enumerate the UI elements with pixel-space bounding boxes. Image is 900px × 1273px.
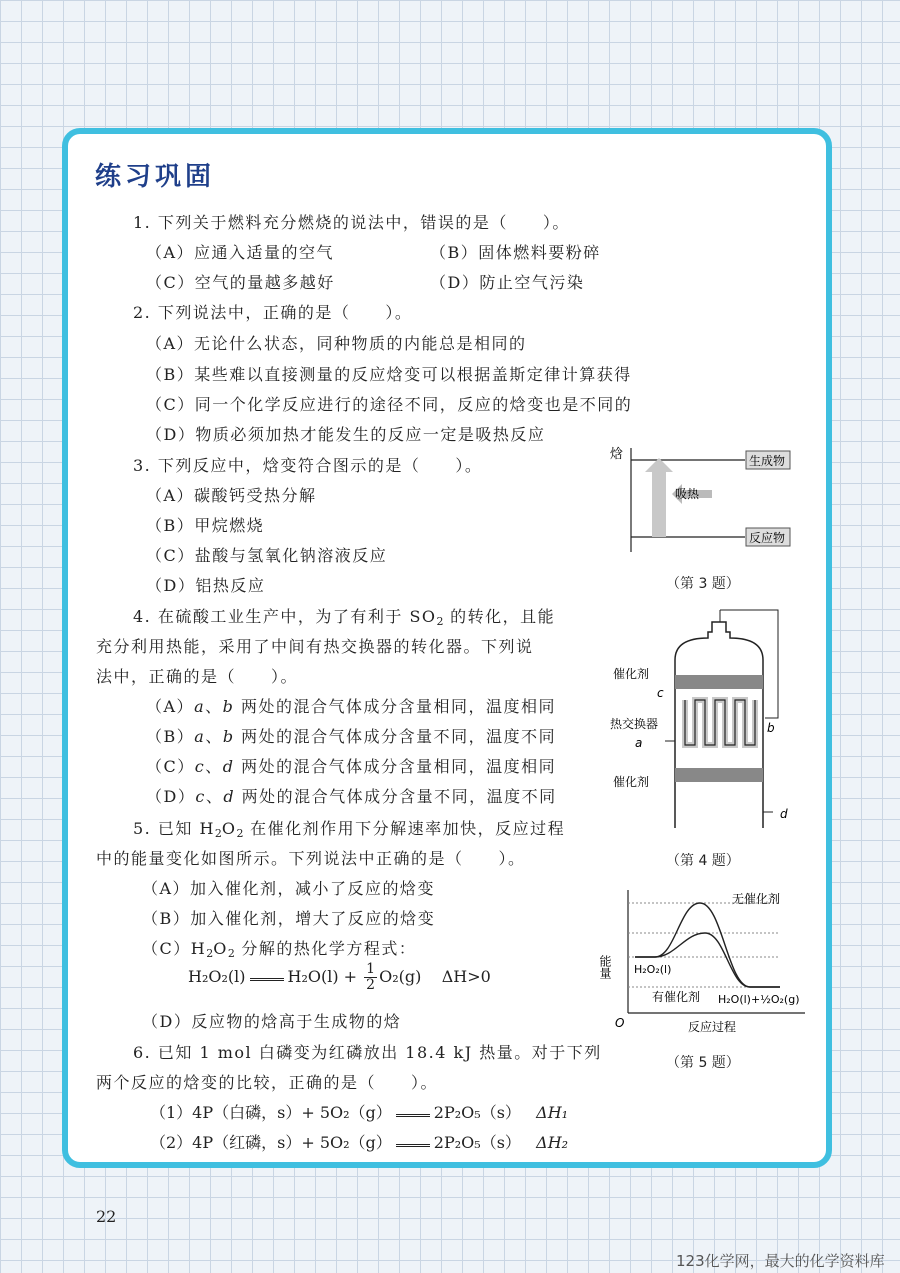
- fig5-catalyzed-curve: [635, 933, 780, 987]
- q2-option-d: （D）物质必须加热才能发生的反应一定是吸热反应: [146, 425, 546, 444]
- q3-stem: 3. 下列反应中，焓变符合图示的是（ ）。: [133, 456, 483, 475]
- footer-watermark: 123化学网，最大的化学资料库: [676, 1252, 885, 1270]
- fig3-arrow-label: 吸热: [675, 487, 700, 501]
- q5-option-b: （B）加入催化剂，增大了反应的焓变: [142, 909, 436, 928]
- q5-option-d: （D）反应物的焓高于生成物的焓: [142, 1012, 402, 1031]
- q1-stem: 1. 下列关于燃料充分燃烧的说法中，错误的是（ ）。: [133, 213, 570, 232]
- q4-option-d: （D）c、d 两处的混合气体成分含量不同，温度不同: [146, 787, 557, 806]
- fig3-enthalpy-arrow: [645, 458, 673, 537]
- q2-stem: 2. 下列说法中，正确的是（ ）。: [133, 303, 413, 322]
- q5-stem-line2: 中的能量变化如图所示。下列说法中正确的是（ ）。: [96, 849, 526, 868]
- fig4-catalyst-bed-top: [675, 675, 763, 689]
- fig5-caption: （第 5 题）: [666, 1055, 740, 1071]
- fig5-y-label: 能量: [598, 955, 612, 979]
- q5-option-a: （A）加入催化剂，减小了反应的焓变: [142, 879, 436, 898]
- fig3-product-label: 生成物: [749, 454, 786, 468]
- fig4-catalyst-top-label: 催化剂: [613, 667, 650, 681]
- q5-option-c: $(C)H_2O_2$ 分解的热化学方程式：: [142, 939, 417, 960]
- q4-stem-line3: 法中，正确的是（ ）。: [96, 667, 299, 686]
- fig4-point-d: d: [780, 807, 788, 821]
- fig3-reactant-label: 反应物: [749, 531, 786, 545]
- q5-equation: H₂O₂(l) H₂O(l) + $\frac{1}{2}$ O₂(g) ΔH>0: [188, 961, 491, 993]
- fig4-vessel: [675, 622, 763, 828]
- q2-option-a: （A）无论什么状态，同种物质的内能总是相同的: [146, 334, 527, 353]
- figure-3-enthalpy-diagram: [600, 440, 810, 565]
- q2-option-c: （C）同一个化学反应进行的途径不同，反应的焓变也是不同的: [146, 395, 633, 414]
- q3-option-c: （C）盐酸与氢氧化钠溶液反应: [146, 546, 388, 565]
- q4-option-c: （C）c、d 两处的混合气体成分含量相同，温度相同: [146, 757, 557, 776]
- q1-option-d: （D）防止空气污染: [430, 273, 585, 292]
- fig5-product-label: H₂O(l)+½O₂(g): [718, 993, 800, 1006]
- fig5-with-catalyst-label: 有催化剂: [652, 990, 701, 1004]
- q4-stem-line2: 充分利用热能，采用了中间有热交换器的转化器。下列说: [96, 637, 534, 656]
- q4-stem-line1: 4. 在硫酸工业生产中，为了有利于 $SO_2$ 的转化，且能: [133, 607, 556, 628]
- q6-stem-line1: 6. 已知 1 mol 白磷变为红磷放出 18.4 kJ 热量。对于下列: [133, 1043, 602, 1062]
- q3-option-a: （A）碳酸钙受热分解: [146, 486, 317, 505]
- fig4-recycle-pipe: [720, 610, 778, 718]
- fig5-x-label: 反应过程: [688, 1020, 737, 1034]
- section-title: 练习巩固: [95, 162, 216, 192]
- q6-reaction-1: （1）4P（白磷，s）+ 5O₂（g） 2P₂O₅（s） ΔH₁: [150, 1103, 569, 1122]
- q5-stem-line1: 5. 已知 $H_2O_2$ 在催化剂作用下分解速率加快，反应过程: [133, 819, 566, 840]
- q4-option-a: （A）a、b 两处的混合气体成分含量相同，温度相同: [146, 697, 556, 716]
- q1-option-c: （C）空气的量越多越好: [146, 273, 335, 292]
- q1-option-a: （A）应通入适量的空气: [146, 243, 335, 262]
- figure-5-energy-profile: [600, 885, 815, 1035]
- q4-option-b: （B）a、b 两处的混合气体成分含量不同，温度不同: [146, 727, 557, 746]
- fig3-y-label: 焓: [610, 447, 624, 462]
- fig4-heat-exchanger-label: 热交换器: [610, 717, 659, 731]
- q6-reaction-2: （2）4P（红磷，s）+ 5O₂（g） 2P₂O₅（s） ΔH₂: [150, 1133, 569, 1152]
- q1-option-b: （B）固体燃料要粉碎: [430, 243, 601, 262]
- q2-option-b: （B）某些难以直接测量的反应焓变可以根据盖斯定律计算获得: [146, 365, 632, 384]
- page-number: 22: [96, 1207, 117, 1226]
- q3-option-d: （D）铝热反应: [146, 576, 266, 595]
- fig4-heat-exchanger-tube: [685, 700, 755, 745]
- fig4-point-c: c: [657, 686, 664, 700]
- q6-stem-line2: 两个反应的焓变的比较，正确的是（ ）。: [96, 1073, 439, 1092]
- fig5-origin: O: [615, 1016, 625, 1030]
- fig4-catalyst-bed-bottom: [675, 768, 763, 782]
- q3-option-b: （B）甲烷燃烧: [146, 516, 265, 535]
- fig4-catalyst-bottom-label: 催化剂: [613, 775, 650, 789]
- fig3-caption: （第 3 题）: [666, 576, 740, 592]
- fig5-no-catalyst-label: 无催化剂: [732, 892, 781, 906]
- fig4-point-a: a: [635, 736, 643, 750]
- fig5-reactant-label: H₂O₂(l): [634, 963, 672, 976]
- fig4-point-b: b: [767, 721, 775, 735]
- figure-4-converter-diagram: [610, 600, 800, 835]
- fig4-caption: （第 4 题）: [666, 853, 740, 869]
